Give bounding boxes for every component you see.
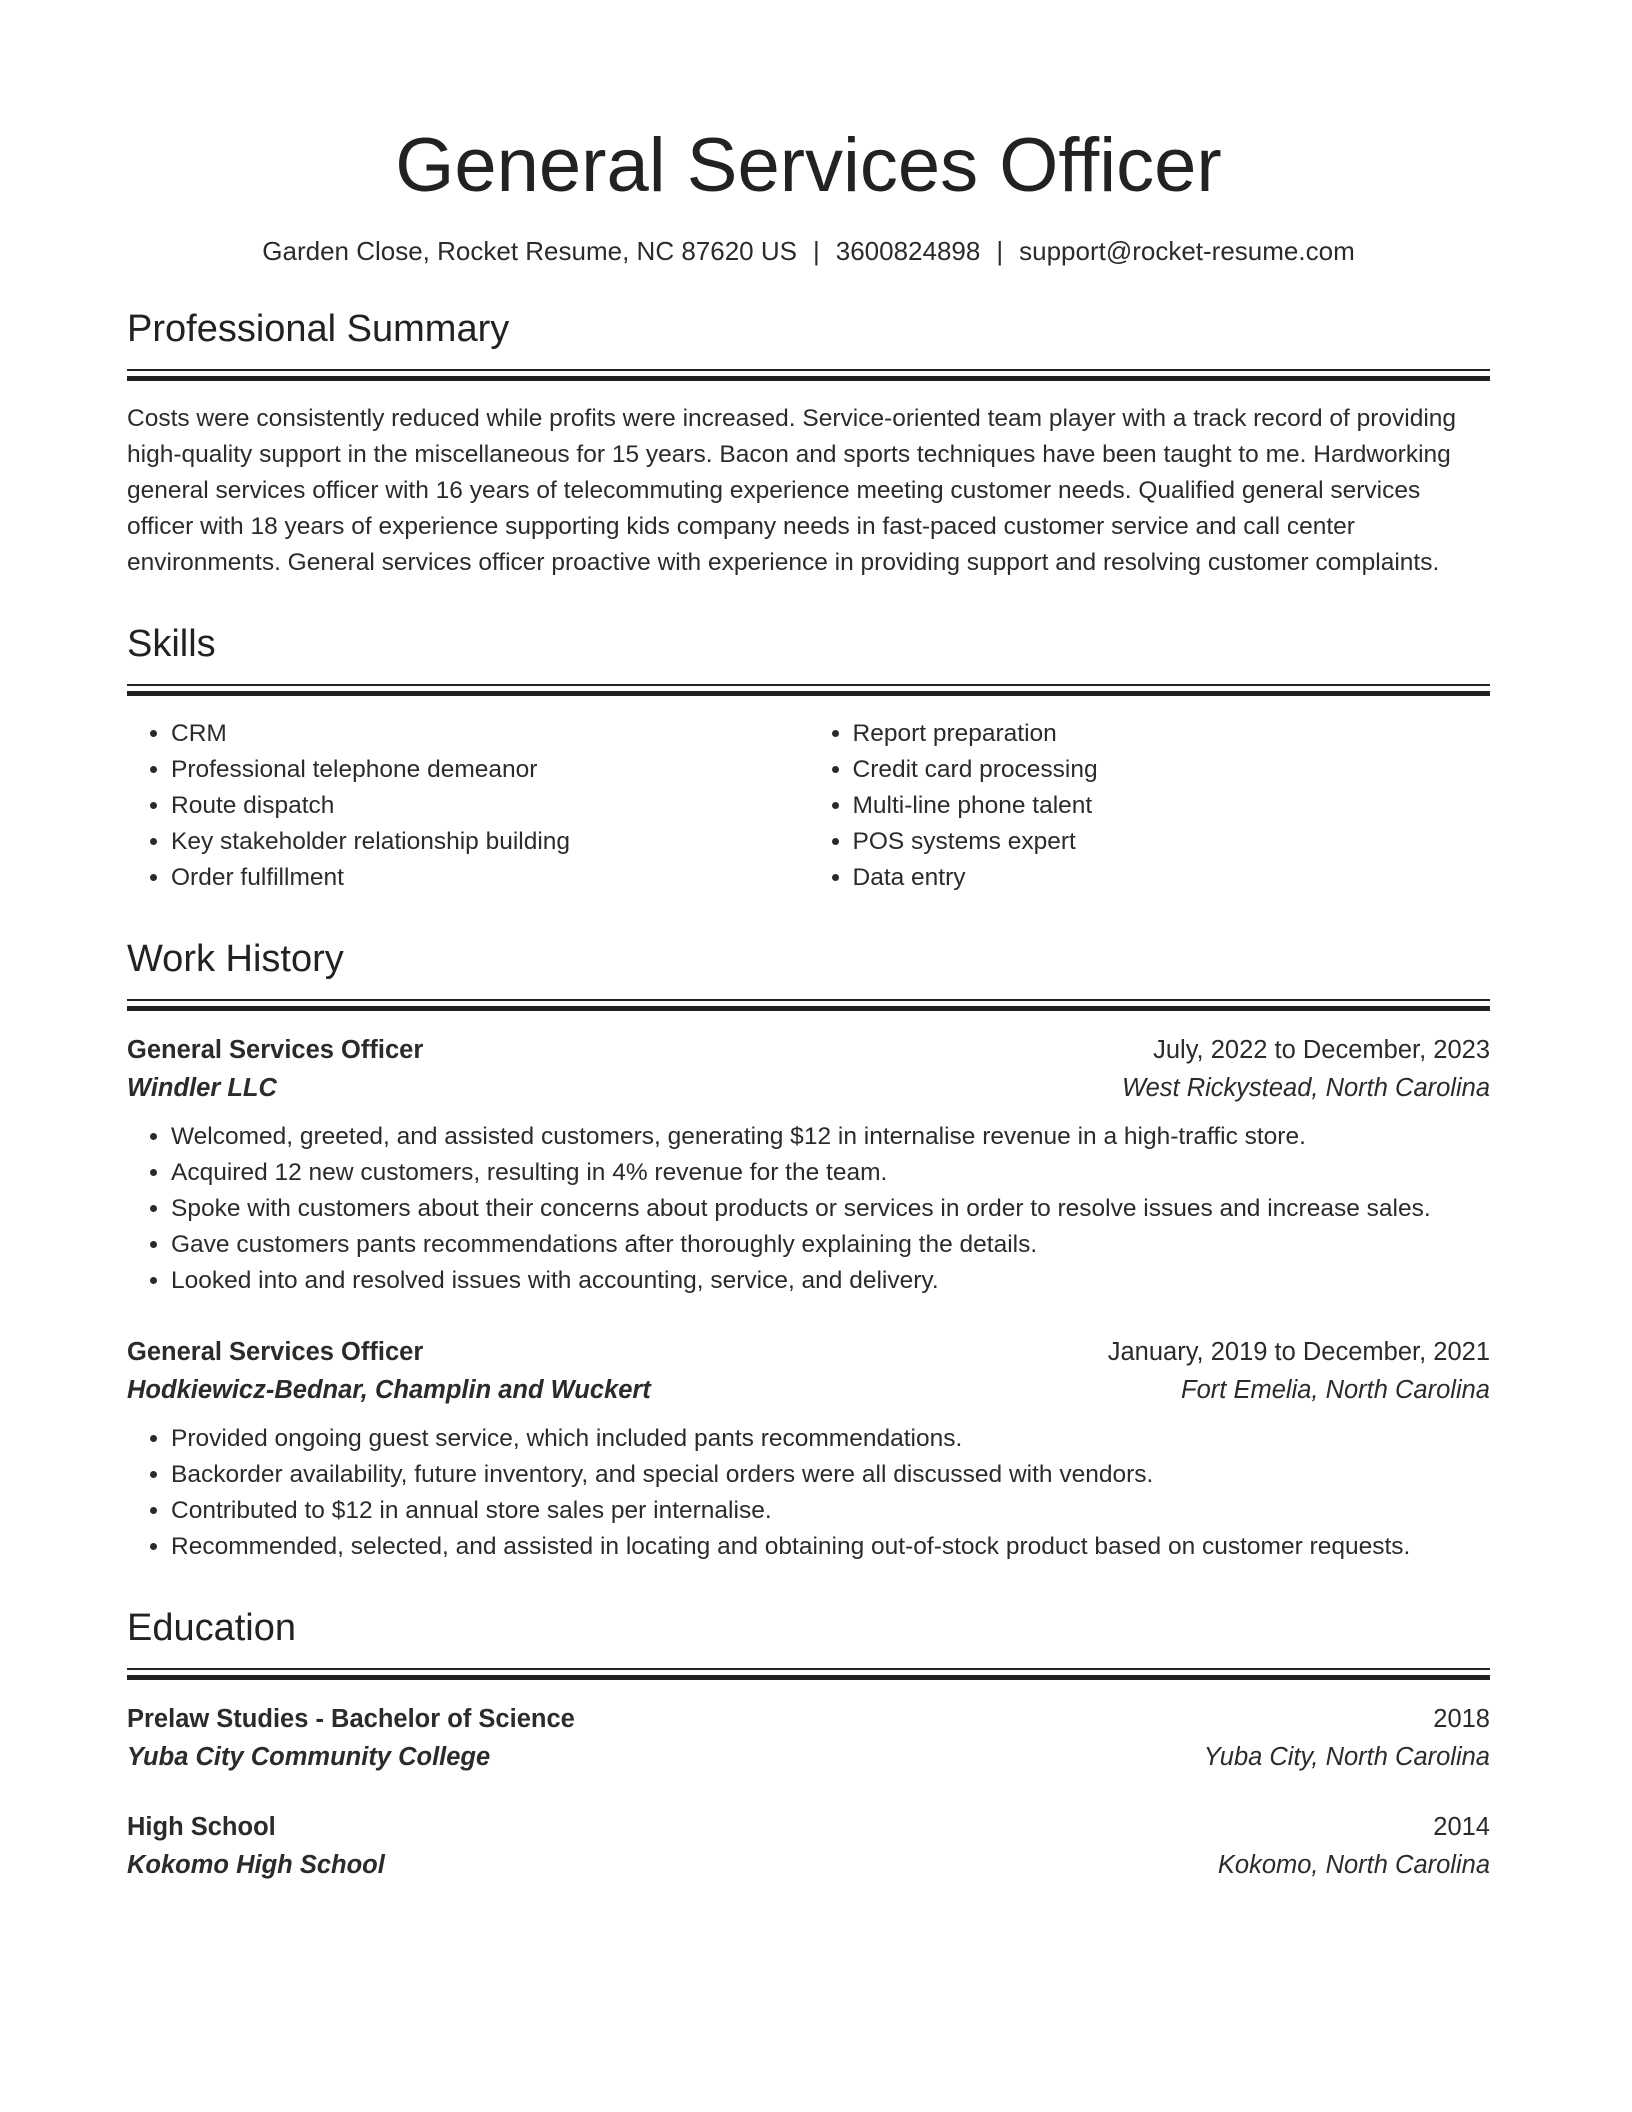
education-degree: High School xyxy=(127,1813,276,1841)
education-location: Kokomo, North Carolina xyxy=(1217,1851,1490,1879)
education-entry xyxy=(127,1808,1490,1884)
skill-item: • POS systems expert xyxy=(853,824,1491,860)
section-title-skills: Skills xyxy=(127,623,216,665)
section-divider xyxy=(127,999,1490,1011)
job-bullet: • Spoke with customers about their concerns about products or services in order to resolve issues and increase sales. xyxy=(171,1191,1490,1227)
education-subheader xyxy=(127,1846,1490,1884)
skill-item: • CRM xyxy=(171,716,809,752)
job-bullet: • Looked into and resolved issues with accounting, service, and delivery. xyxy=(171,1263,1490,1299)
contact-phone: 3600824898 xyxy=(835,236,981,266)
job-bullets xyxy=(127,1421,1490,1565)
skill-item: • Route dispatch xyxy=(171,788,809,824)
contact-line xyxy=(127,234,1490,268)
skill-item: • Credit card processing xyxy=(853,752,1491,788)
skills-list-left xyxy=(127,716,809,896)
education-school: Kokomo High School xyxy=(127,1851,385,1879)
contact-email: support@rocket-resume.com xyxy=(1019,236,1355,266)
job-bullet: • Recommended, selected, and assisted in locating and obtaining out-of-stock product based on customer requests. xyxy=(171,1529,1490,1565)
resume-content xyxy=(127,120,1490,1884)
skill-item: • Professional telephone demeanor xyxy=(171,752,809,788)
job-entry xyxy=(127,1333,1490,1565)
work-history-section xyxy=(127,936,1490,1565)
skill-item: • Order fulfillment xyxy=(171,860,809,896)
job-location: West Rickystead, North Carolina xyxy=(1122,1074,1490,1102)
section-title-education: Education xyxy=(127,1607,297,1649)
education-header xyxy=(127,1808,1490,1846)
summary-section xyxy=(127,306,1490,581)
section-title-work-history: Work History xyxy=(127,938,344,980)
education-header xyxy=(127,1700,1490,1738)
job-bullet: • Welcomed, greeted, and assisted customers, generating $12 in internalise revenue in a high-traffic store. xyxy=(171,1119,1490,1155)
job-bullets xyxy=(127,1119,1490,1299)
job-employer: Hodkiewicz-Bednar, Champlin and Wuckert xyxy=(127,1376,651,1404)
skill-item: • Multi-line phone talent xyxy=(853,788,1491,824)
skills-columns xyxy=(127,716,1490,896)
section-title-summary: Professional Summary xyxy=(127,308,510,350)
education-degree: Prelaw Studies - Bachelor of Science xyxy=(127,1705,575,1733)
summary-text: Costs were consistently reduced while profits were increased. Service-oriented team player with a track record of providing high-quality support in the miscellaneous for 15 years. Bacon and sports techniques have been taught to me. Hardworking general services officer with 16 years of telecommuting experience meeting customer needs. Qualified general services officer with 18 years of experience supporting kids company needs in fast-paced customer service and call center environments. General services officer proactive with experience in providing support and resolving customer complaints. xyxy=(127,405,1457,576)
skill-item: • Data entry xyxy=(853,860,1491,896)
job-bullet: • Backorder availability, future inventory, and special orders were all discussed with vendors. xyxy=(171,1457,1490,1493)
job-header xyxy=(127,1031,1490,1069)
skills-list-right xyxy=(809,716,1491,896)
job-title: General Services Officer xyxy=(127,1338,424,1366)
education-section xyxy=(127,1605,1490,1884)
section-divider xyxy=(127,369,1490,381)
job-bullet: • Contributed to $12 in annual store sales per internalise. xyxy=(171,1493,1490,1529)
job-subheader xyxy=(127,1069,1490,1107)
education-year: 2014 xyxy=(1433,1813,1490,1841)
skill-item: • Key stakeholder relationship building xyxy=(171,824,809,860)
resume-name: General Services Officer xyxy=(395,123,1222,208)
job-entry xyxy=(127,1031,1490,1299)
skill-item: • Report preparation xyxy=(853,716,1491,752)
skills-section xyxy=(127,621,1490,896)
contact-separator: | xyxy=(812,236,820,266)
job-dates: January, 2019 to December, 2021 xyxy=(1107,1338,1490,1366)
education-school: Yuba City Community College xyxy=(127,1743,491,1771)
section-divider xyxy=(127,1668,1490,1680)
job-header xyxy=(127,1333,1490,1371)
education-entry xyxy=(127,1700,1490,1776)
education-year: 2018 xyxy=(1433,1705,1490,1733)
contact-address: Garden Close, Rocket Resume, NC 87620 US xyxy=(262,236,797,266)
job-bullet: • Provided ongoing guest service, which included pants recommendations. xyxy=(171,1421,1490,1457)
contact-separator: | xyxy=(996,236,1004,266)
section-divider xyxy=(127,684,1490,696)
job-employer: Windler LLC xyxy=(127,1074,277,1102)
job-location: Fort Emelia, North Carolina xyxy=(1181,1376,1490,1404)
education-subheader xyxy=(127,1738,1490,1776)
job-title: General Services Officer xyxy=(127,1036,424,1064)
job-subheader xyxy=(127,1371,1490,1409)
job-bullet: • Gave customers pants recommendations after thoroughly explaining the details. xyxy=(171,1227,1490,1263)
education-location: Yuba City, North Carolina xyxy=(1203,1743,1490,1771)
job-bullet: • Acquired 12 new customers, resulting in 4% revenue for the team. xyxy=(171,1155,1490,1191)
job-dates: July, 2022 to December, 2023 xyxy=(1153,1036,1490,1064)
